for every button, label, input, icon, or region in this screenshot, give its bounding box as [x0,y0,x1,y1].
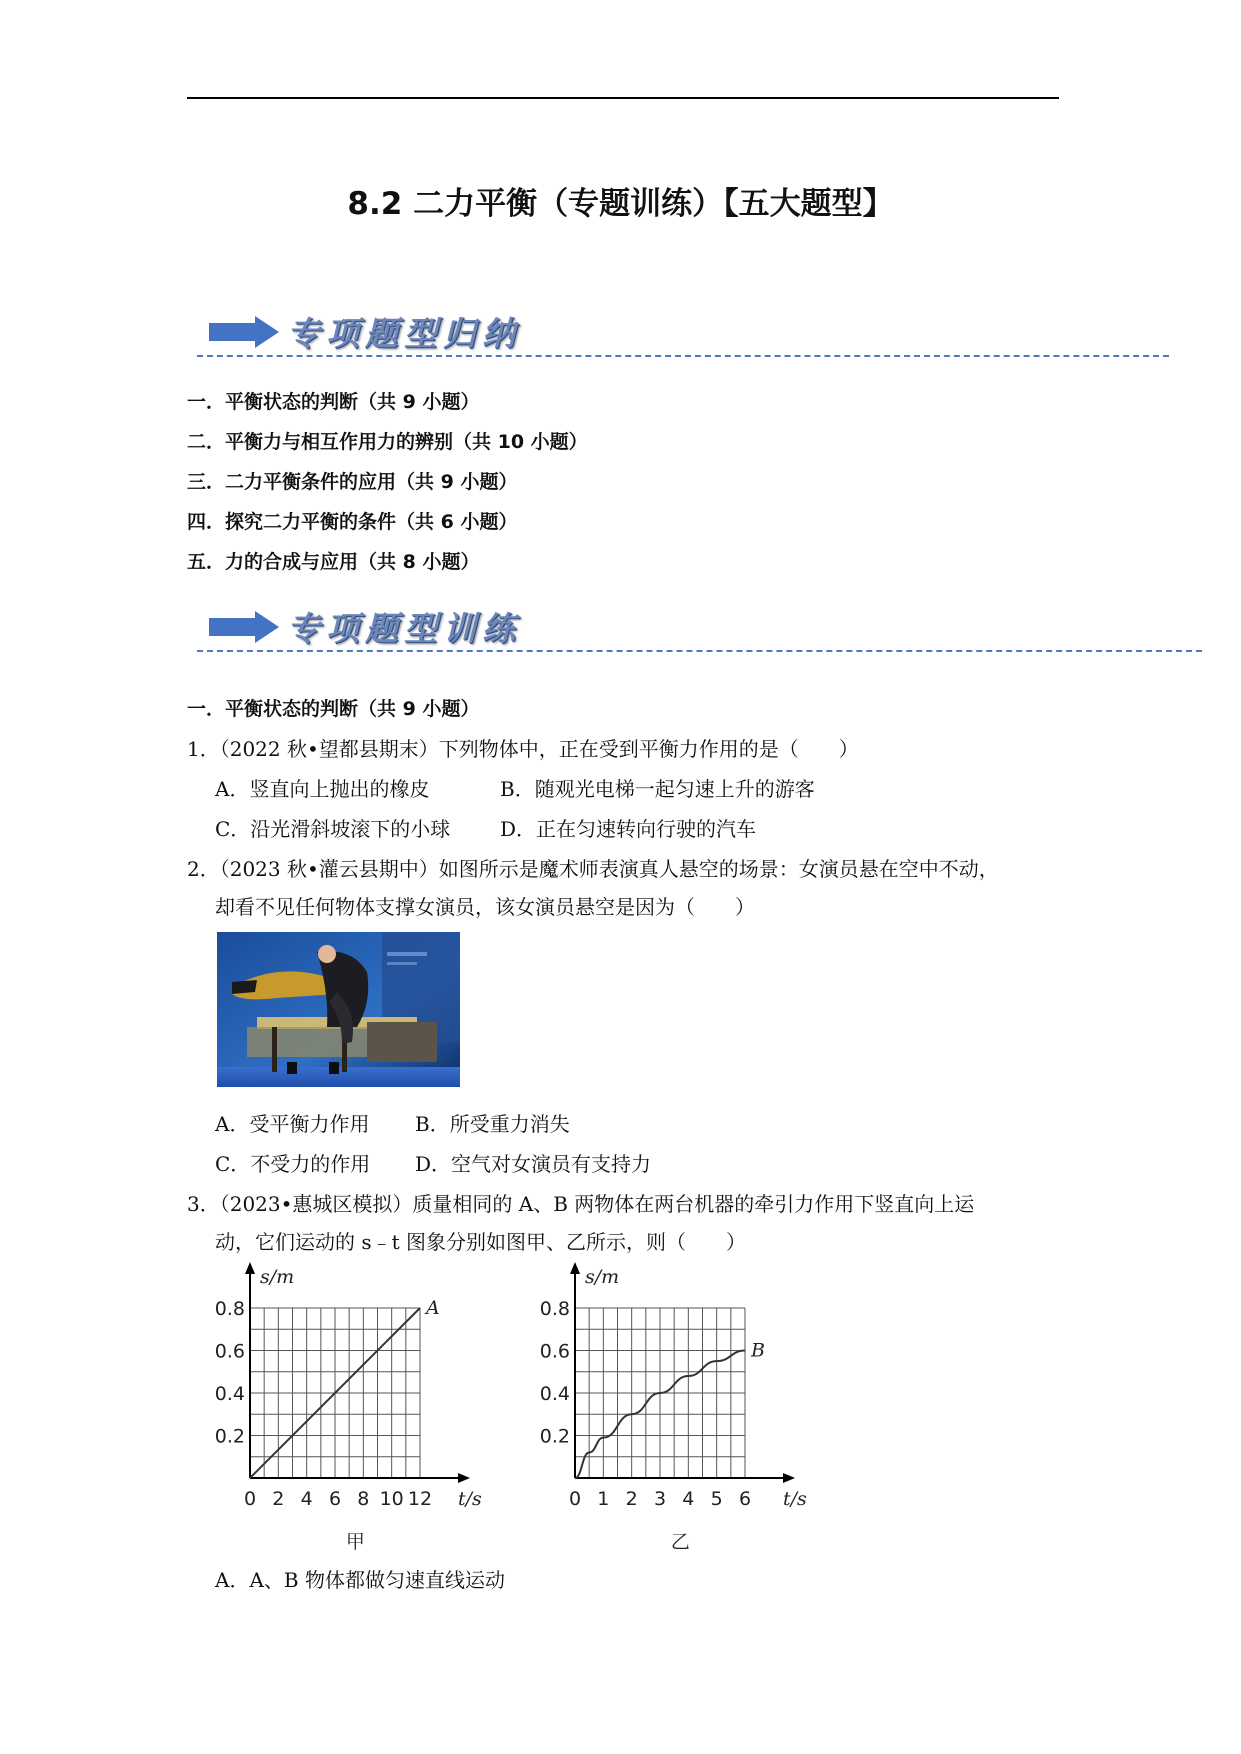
x-tick-label: 0 [568,1488,582,1510]
chart-yi [525,1260,825,1550]
section-banner-summary [187,308,1187,358]
q2-option-b: B．所受重力消失 [415,1112,570,1136]
x-tick-label: 5 [710,1488,723,1510]
q1-option-c: C．沿光滑斜坡滚下的小球 [215,817,451,841]
banner-title: 专项题型训练 [287,609,521,648]
x-tick-label: 6 [328,1488,342,1510]
question-1-stem: 1．（2022 秋•望都县期末）下列物体中，正在受到平衡力作用的是（ ） [187,737,859,761]
q1-option-d: D．正在匀速转向行驶的汽车 [500,817,757,841]
page-title: 8.2 二力平衡（专题训练）【五大题型】 [347,186,894,222]
levitation-photo [217,932,460,1087]
x-axis-arrow-icon [458,1473,470,1483]
section-heading: 一．平衡状态的判断（共 9 小题） [187,698,480,720]
x-tick-label: 1 [597,1488,610,1510]
y-tick-label: 0.2 [214,1425,245,1448]
question-2-stem-line1: 2．（2023 秋•灌云县期中）如图所示是魔术师表演真人悬空的场景：女演员悬在空中不动， [187,857,999,881]
chart-caption: 乙 [670,1531,690,1550]
x-tick-label: 10 [379,1488,404,1510]
toc-item-3: 三．二力平衡条件的应用（共 9 小题） [187,471,518,493]
toc-item-4: 四．探究二力平衡的条件（共 6 小题） [187,511,518,533]
x-axis-label: t/s [783,1488,807,1510]
y-axis-label: s/m [585,1266,620,1288]
series-label: A [426,1297,440,1319]
series-label: B [751,1339,765,1362]
chart-caption: 甲 [345,1531,365,1550]
toc-item-5: 五．力的合成与应用（共 8 小题） [187,551,480,573]
y-tick-label: 0.8 [539,1298,570,1320]
q2-option-a: A．受平衡力作用 [215,1112,370,1136]
q1-option-b: B．随观光电梯一起匀速上升的游客 [500,777,815,801]
header-rule [187,97,1059,99]
chart-jia [200,1260,500,1550]
x-tick-label: 2 [272,1488,285,1510]
x-tick-label: 3 [653,1488,667,1510]
x-tick-label: 8 [357,1488,370,1510]
question-3-stem-line2: 动，它们运动的 s﹣t 图象分别如图甲、乙所示，则（ ） [215,1230,747,1254]
question-2-stem-line2: 却看不见任何物体支撑女演员，该女演员悬空是因为（ ） [215,895,755,919]
q1-option-a: A．竖直向上抛出的橡皮 [215,777,430,801]
x-tick-label: 4 [682,1488,695,1510]
q2-option-d: D．空气对女演员有支持力 [415,1152,652,1176]
x-tick-label: 4 [300,1488,313,1510]
banner-divider [197,355,1169,357]
y-tick-label: 0.4 [539,1383,570,1405]
y-tick-label: 0.2 [539,1425,570,1448]
x-axis-label: t/s [458,1488,482,1510]
section-banner-training [187,603,1237,653]
toc-item-1: 一．平衡状态的判断（共 9 小题） [187,391,480,413]
x-tick-label: 6 [738,1488,752,1510]
y-tick-label: 0.4 [214,1383,245,1405]
x-tick-label: 0 [243,1488,257,1510]
x-axis-arrow-icon [783,1473,795,1483]
y-tick-label: 0.6 [214,1340,245,1363]
arrow-right-icon [209,316,279,348]
y-axis-arrow-icon [570,1262,580,1274]
banner-title: 专项题型归纳 [287,314,521,353]
x-tick-label: 2 [625,1488,638,1510]
arrow-right-icon [209,611,279,643]
y-tick-label: 0.6 [539,1340,570,1363]
q2-option-c: C．不受力的作用 [215,1152,371,1176]
banner-divider [197,650,1202,652]
y-axis-label: s/m [260,1266,295,1288]
y-axis-arrow-icon [245,1262,255,1274]
q3-option-a: A．A、B 物体都做匀速直线运动 [215,1568,505,1592]
y-tick-label: 0.8 [214,1298,245,1320]
x-tick-label: 12 [407,1488,433,1510]
question-3-stem-line1: 3．（2023•惠城区模拟）质量相同的 A、B 两物体在两台机器的牵引力作用下竖直向上运 [187,1192,975,1216]
toc-item-2: 二．平衡力与相互作用力的辨别（共 10 小题） [187,431,588,453]
